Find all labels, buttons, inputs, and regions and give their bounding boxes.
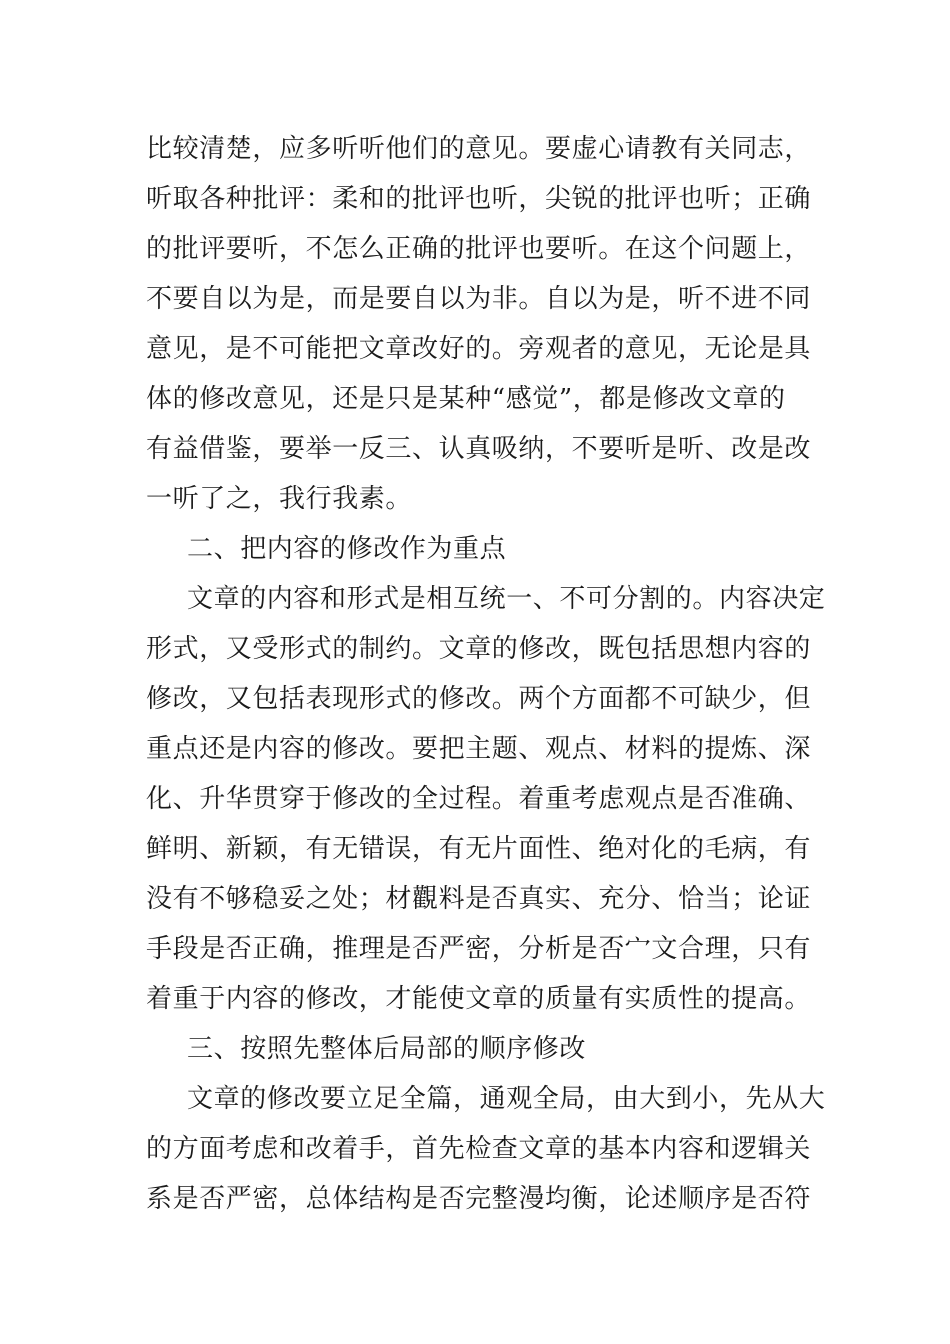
text-line: 有益借鉴，要举一反三、认真吸纳，不要听是听、改是改	[146, 434, 812, 464]
text-line: 鲜明、新颖，有无错误，有无片面性、绝对化的毛病，有	[146, 834, 812, 864]
text-line: 文章的修改要立足全篇，通观全局，由大到小，先从大	[187, 1084, 826, 1114]
text-line: 没有不够稳妥之处；材觀料是否真实、充分、恰当；论证	[146, 884, 812, 914]
document-body	[146, 124, 826, 1224]
text-line: 修改，又包括表现形式的修改。两个方面都不可缺少，但	[146, 684, 812, 714]
text-line: 的批评要听，不怎么正确的批评也要听。在这个问题上，	[146, 234, 812, 264]
section-heading: 三、按照先整体后局部的顺序修改	[187, 1034, 587, 1064]
text-line: 形式，又受形式的制约。文章的修改，既包括思想内容的	[146, 634, 812, 664]
text-line: 一听了之，我行我素。	[146, 484, 413, 514]
section-heading: 二、把内容的修改作为重点	[187, 534, 507, 564]
text-line: 的方面考虑和改着手，首先检查文章的基本内容和逻辑关	[146, 1134, 812, 1164]
text-line: 手段是否正确，推理是否严密，分析是否宀文合理，只有	[146, 934, 812, 964]
text-line: 着重于内容的修改，才能使文章的质量有实质性的提高。	[146, 984, 812, 1014]
text-line: 重点还是内容的修改。要把主题、观点、材料的提炼、深	[146, 734, 812, 764]
text-line: 比较清楚，应多听听他们的意见。要虚心请教有关同志，	[146, 134, 812, 164]
text-line: 系是否严密，总体结构是否完整漫均衡，论述顺序是否符	[146, 1184, 812, 1214]
text-line: 化、升华贯穿于修改的全过程。着重考虑观点是否准确、	[146, 784, 812, 814]
text-line: 文章的内容和形式是相互统一、不可分割的。内容决定	[187, 584, 826, 614]
text-line: 体的修改意见，还是只是某种“感觉”，都是修改文章的	[146, 384, 786, 414]
text-line: 意见，是不可能把文章改好的。旁观者的意见，无论是具	[146, 334, 812, 364]
text-line: 听取各种批评：柔和的批评也听，尖锐的批评也听；正确	[146, 184, 812, 214]
text-line: 不要自以为是，而是要自以为非。自以为是，听不进不同	[146, 284, 812, 314]
